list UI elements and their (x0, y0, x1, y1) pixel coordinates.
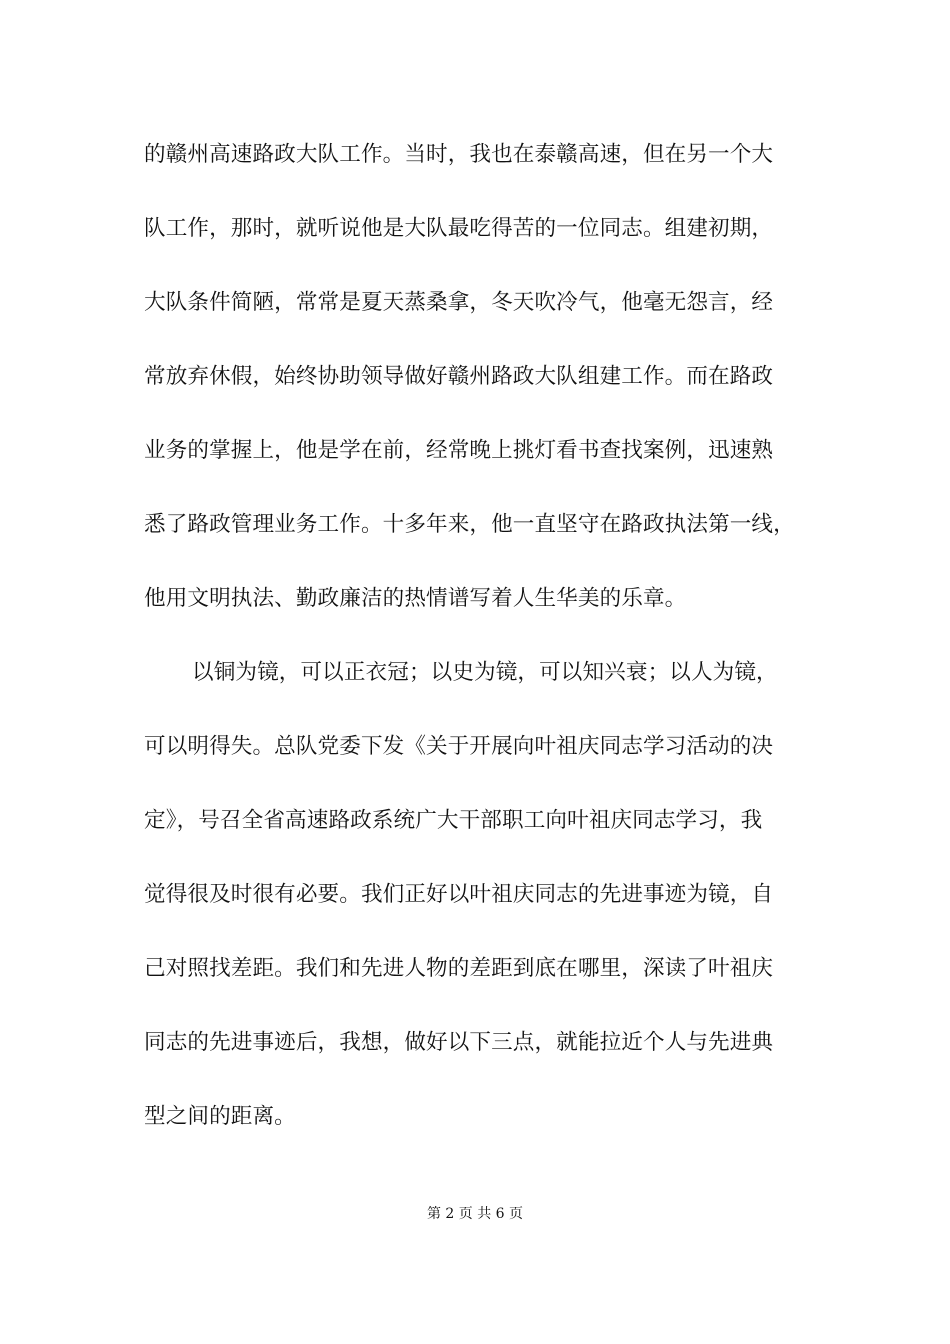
text-line: 业务的掌握上，他是学在前，经常晚上挑灯看书查找案例，迅速熟 (144, 438, 774, 463)
text-line: 的赣州高速路政大队工作。当时，我也在泰赣高速，但在另一个大 (144, 142, 774, 167)
text-line: 悉了路政管理业务工作。十多年来，他一直坚守在路政执法第一线， (144, 512, 795, 537)
text-line: 队工作，那时，就听说他是大队最吃得苦的一位同志。组建初期， (144, 216, 774, 241)
text-line: 觉得很及时很有必要。我们正好以叶祖庆同志的先进事迹为镜，自 (144, 882, 774, 907)
text-line: 大队条件简陋，常常是夏天蒸桑拿，冬天吹冷气，他毫无怨言，经 (144, 290, 774, 315)
page-number-footer: 第 2 页 共 6 页 (426, 1206, 524, 1222)
text-line: 定》，号召全省高速路政系统广大干部职工向叶祖庆同志学习，我 (144, 808, 763, 833)
text-line: 己对照找差距。我们和先进人物的差距到底在哪里，深读了叶祖庆 (144, 956, 774, 981)
text-line: 同志的先进事迹后，我想，做好以下三点，就能拉近个人与先进典 (144, 1030, 774, 1055)
text-line: 可以明得失。总队党委下发《关于开展向叶祖庆同志学习活动的决 (144, 734, 774, 759)
text-line: 型之间的距离。 (144, 1104, 296, 1129)
text-line: 他用文明执法、勤政廉洁的热情谱写着人生华美的乐章。 (144, 586, 687, 611)
text-line: 以铜为镜，可以正衣冠；以史为镜，可以知兴衰；以人为镜， (192, 660, 778, 685)
text-line: 常放弃休假，始终协助领导做好赣州路政大队组建工作。而在路政 (144, 364, 774, 389)
